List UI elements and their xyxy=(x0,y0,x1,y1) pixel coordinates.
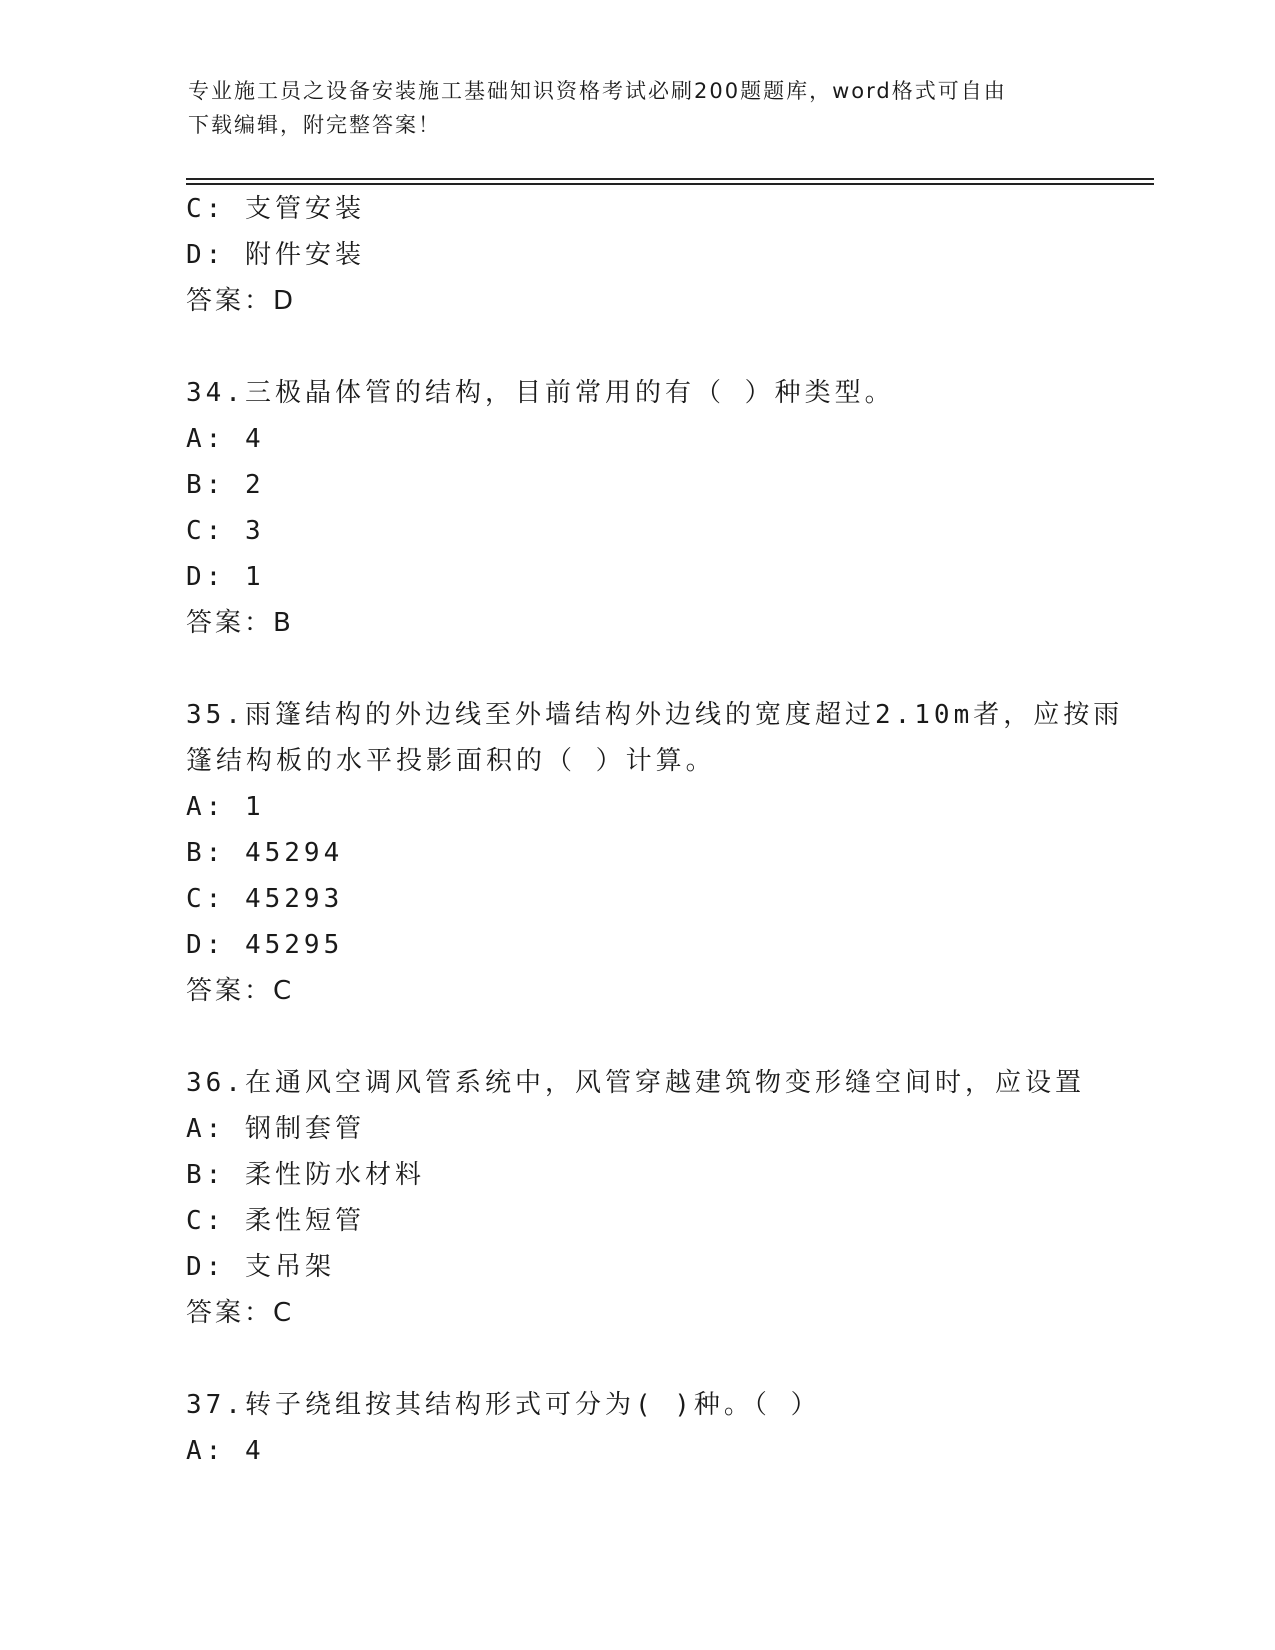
header-title-line-1: 专业施工员之设备安装施工基础知识资格考试必刷200题题库，word格式可自由 xyxy=(188,79,1007,103)
header-divider-top xyxy=(186,178,1154,180)
question-text: 篷结构板的水平投影面积的（ ）计算。 xyxy=(186,746,716,776)
option-line: A: 钢制套管 xyxy=(186,1114,365,1144)
option-line: C: 柔性短管 xyxy=(186,1206,365,1236)
option-line: C: 3 xyxy=(186,516,265,546)
answer-line: 答案：D xyxy=(186,286,297,316)
option-line: C: 45293 xyxy=(186,884,344,914)
answer-line: 答案：C xyxy=(186,1298,295,1328)
option-line: B: 45294 xyxy=(186,838,344,868)
header-title-line-2: 下载编辑，附完整答案！ xyxy=(188,113,441,137)
option-line: D: 1 xyxy=(186,562,265,592)
option-line: A: 4 xyxy=(186,424,265,454)
question-text: 36.在通风空调风管系统中，风管穿越建筑物变形缝空间时，应设置 xyxy=(186,1068,1085,1098)
document-header xyxy=(188,74,1088,142)
option-line: C: 支管安装 xyxy=(186,194,365,224)
answer-line: 答案：B xyxy=(186,608,294,638)
question-text: 35.雨篷结构的外边线至外墙结构外边线的宽度超过2.10m者，应按雨 xyxy=(186,700,1124,730)
header-divider-bottom xyxy=(186,183,1154,185)
question-text: 34.三极晶体管的结构，目前常用的有（ ）种类型。 xyxy=(186,378,895,408)
option-line: D: 附件安装 xyxy=(186,240,365,270)
option-line: B: 2 xyxy=(186,470,265,500)
question-text: 37.转子绕组按其结构形式可分为( )种。（ ） xyxy=(186,1390,821,1420)
option-line: D: 45295 xyxy=(186,930,344,960)
option-line: D: 支吊架 xyxy=(186,1252,335,1282)
option-line: A: 4 xyxy=(186,1436,265,1466)
option-line: B: 柔性防水材料 xyxy=(186,1160,425,1190)
option-line: A: 1 xyxy=(186,792,265,822)
answer-line: 答案：C xyxy=(186,976,295,1006)
